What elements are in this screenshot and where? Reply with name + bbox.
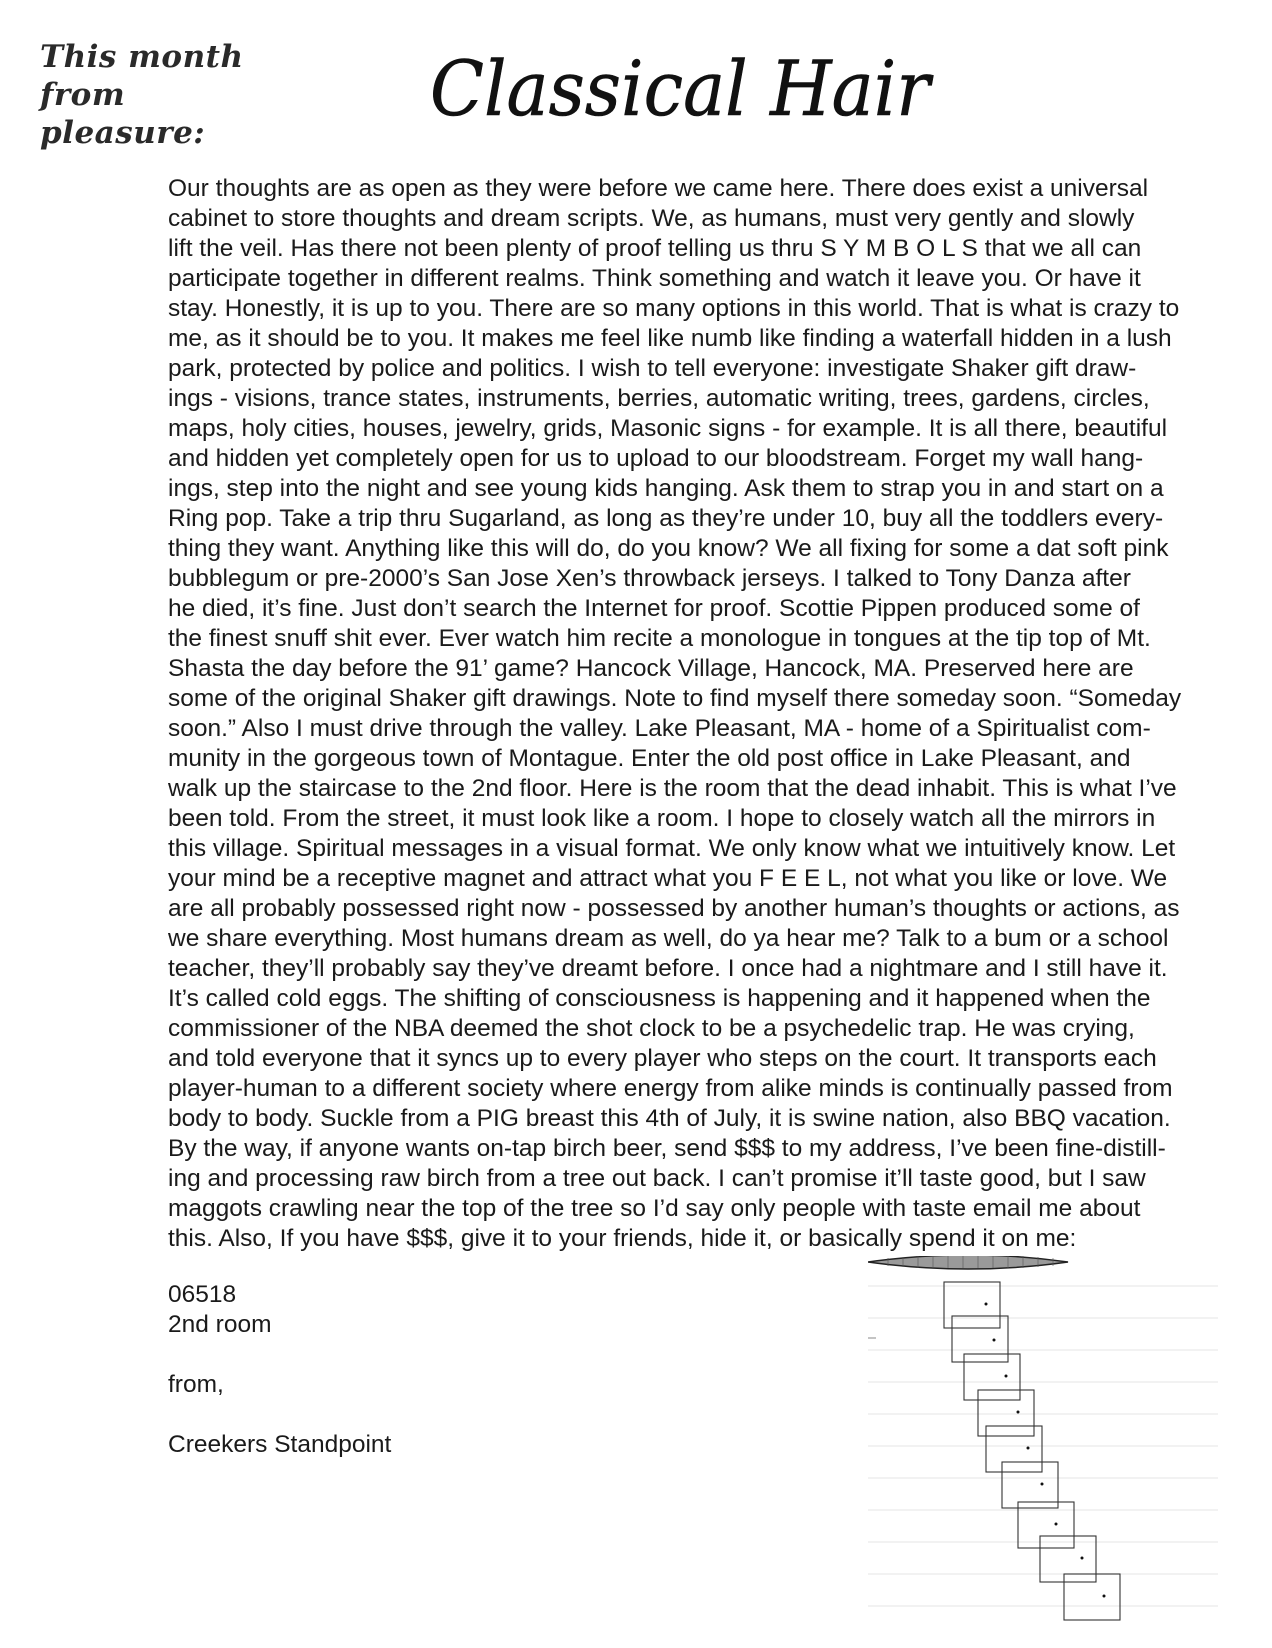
body-line: munity in the gorgeous town of Montague. Enter the old post office in Lake Pleasant, and bbox=[168, 745, 1131, 772]
body-line: this. Also, If you have $$$, give it to your friends, hide it, or basically spend it on me: bbox=[168, 1225, 1077, 1252]
body-line: we share everything. Most humans dream as well, do ya hear me? Talk to a bum or a school bbox=[168, 925, 1169, 952]
body-line: been told. From the street, it must look like a room. I hope to closely watch all the mirrors in bbox=[168, 805, 1156, 832]
signoff-block bbox=[168, 1280, 391, 1460]
spacer bbox=[168, 1340, 391, 1370]
body-line: some of the original Shaker gift drawings. Note to find myself there someday soon. “Someday bbox=[168, 685, 1182, 712]
body-line: body to body. Suckle from a PIG breast this 4th of July, it is swine nation, also BBQ vacation. bbox=[168, 1105, 1171, 1132]
body-line: soon.” Also I must drive through the valley. Lake Pleasant, MA - home of a Spiritualist com- bbox=[168, 715, 1151, 742]
room-label: 2nd room bbox=[168, 1311, 272, 1338]
body-line: walk up the staircase to the 2nd floor. Here is the room that the dead inhabit. This is what I’ve bbox=[168, 775, 1177, 802]
body-line: teacher, they’ll probably say they’ve dreamt before. I once had a nightmare and I still have it. bbox=[168, 955, 1168, 982]
body-line: Shasta the day before the 91’ game? Hancock Village, Hancock, MA. Preserved here are bbox=[168, 655, 1134, 682]
header-note bbox=[40, 38, 250, 152]
body-line: he died, it’s fine. Just don’t search the Internet for proof. Scottie Pippen produced some of bbox=[168, 595, 1140, 622]
signature-name: Creekers Standpoint bbox=[168, 1431, 392, 1458]
body-line: By the way, if anyone wants on-tap birch beer, send $$$ to my address, I’ve been fine-distill- bbox=[168, 1135, 1166, 1162]
header-note-line: from bbox=[40, 77, 126, 113]
body-line: ing and processing raw birch from a tree out back. I can’t promise it’ll taste good, but I saw bbox=[168, 1165, 1146, 1192]
body-line: your mind be a receptive magnet and attract what you F E E L, not what you like or love. We bbox=[168, 865, 1168, 892]
body-line: this village. Spiritual messages in a visual format. We only know what we intuitively know. Let bbox=[168, 835, 1176, 862]
body-line: stay. Honestly, it is up to you. There are so many options in this world. That is what is crazy to bbox=[168, 295, 1180, 322]
body-line: me, as it should be to you. It makes me feel like numb like finding a waterfall hidden in a lush bbox=[168, 325, 1172, 352]
body-line: It’s called cold eggs. The shifting of consciousness is happening and it happened when the bbox=[168, 985, 1151, 1012]
body-line: ings, step into the night and see young kids hanging. Ask them to strap you in and start on a bbox=[168, 475, 1164, 502]
page-title bbox=[430, 30, 950, 140]
body-line: bubblegum or pre-2000’s San Jose Xen’s throwback jerseys. I talked to Tony Danza after bbox=[168, 565, 1131, 592]
body-line: park, protected by police and politics. I wish to tell everyone: investigate Shaker gift draw- bbox=[168, 355, 1137, 382]
body-paragraph bbox=[168, 174, 1208, 1254]
body-line: and told everyone that it syncs up to every player who steps on the court. It transports each bbox=[168, 1045, 1157, 1072]
stacked-squares-drawing bbox=[868, 1256, 1218, 1636]
body-line: thing they want. Anything like this will do, do you know? We all fixing for some a dat soft pink bbox=[168, 535, 1169, 562]
header-note-line: This month bbox=[40, 39, 244, 75]
from-label: from, bbox=[168, 1371, 224, 1398]
body-line: cabinet to store thoughts and dream scripts. We, as humans, must very gently and slowly bbox=[168, 205, 1135, 232]
page-title-text: Classical Hair bbox=[430, 44, 935, 133]
square-cascade bbox=[944, 1282, 1120, 1620]
body-line: commissioner of the NBA deemed the shot clock to be a psychedelic trap. He was crying, bbox=[168, 1015, 1135, 1042]
body-line: ings - visions, trance states, instruments, berries, automatic writing, trees, gardens, circles, bbox=[168, 385, 1150, 412]
body-line: Ring pop. Take a trip thru Sugarland, as long as they’re under 10, buy all the toddlers every- bbox=[168, 505, 1164, 532]
header-note-line: pleasure: bbox=[40, 115, 206, 151]
body-line: lift the veil. Has there not been plenty of proof telling us thru S Y M B O L S that we all can bbox=[168, 235, 1142, 262]
body-line: participate together in different realms. Think something and watch it leave you. Or have it bbox=[168, 265, 1141, 292]
ruled-lines bbox=[868, 1286, 1218, 1606]
body-line: player-human to a different society where energy from alike minds is continually passed from bbox=[168, 1075, 1173, 1102]
body-line: maps, holy cities, houses, jewelry, grids, Masonic signs - for example. It is all there, beautiful bbox=[168, 415, 1168, 442]
zip-code: 06518 bbox=[168, 1281, 237, 1308]
body-line: are all probably possessed right now - possessed by another human’s thoughts or actions, as bbox=[168, 895, 1180, 922]
body-line: maggots crawling near the top of the tree so I’d say only people with taste email me about bbox=[168, 1195, 1141, 1222]
body-line: the finest snuff shit ever. Ever watch him recite a monologue in tongues at the tip top of Mt. bbox=[168, 625, 1151, 652]
body-line: and hidden yet completely open for us to upload to our bloodstream. Forget my wall hang- bbox=[168, 445, 1144, 472]
square-dots bbox=[985, 1303, 1106, 1598]
spacer bbox=[168, 1400, 391, 1430]
body-line: Our thoughts are as open as they were before we came here. There does exist a universal bbox=[168, 175, 1149, 202]
